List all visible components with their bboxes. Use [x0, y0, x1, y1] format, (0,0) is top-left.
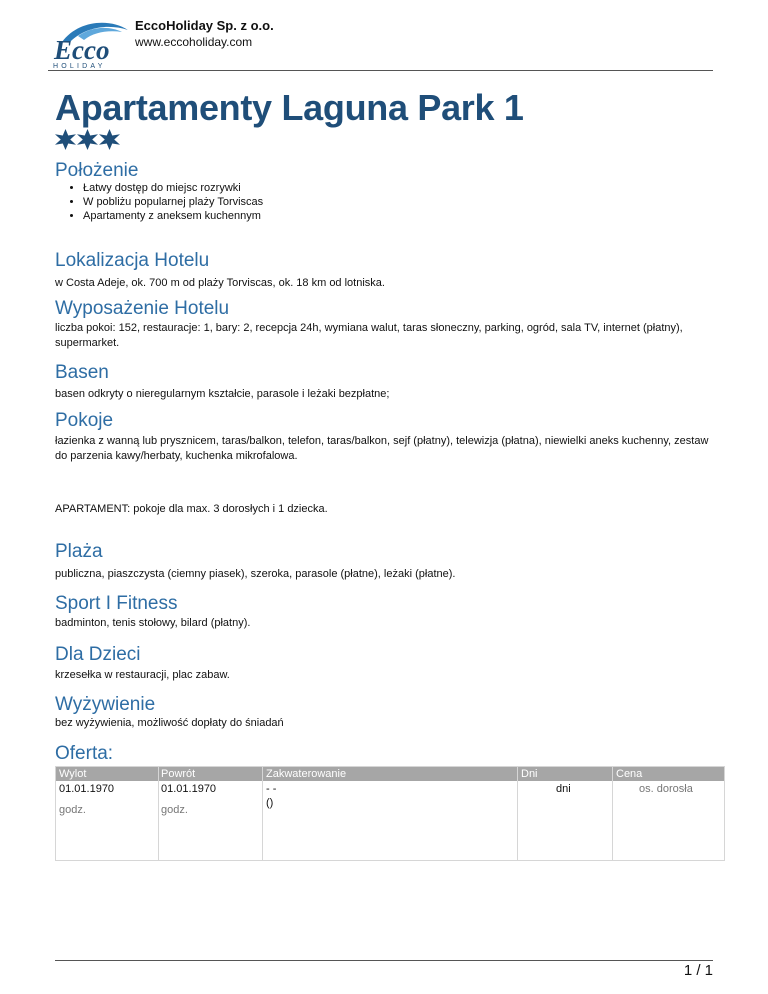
column-header-dni: Dni [521, 768, 538, 780]
list-item: • Apartamenty z aneksem kuchennym [83, 209, 263, 223]
offer-heading: Oferta: [55, 743, 114, 764]
section-heading-pokoje: Pokoje [55, 410, 114, 431]
wylot-date: 01.01.1970 [59, 783, 115, 795]
wylot-time: godz. [59, 804, 86, 816]
cena-value: os. dorosła [639, 783, 693, 795]
powrot-time: godz. [161, 804, 188, 816]
star-icon [55, 129, 76, 150]
section-heading-plaza: Plaża [55, 541, 103, 562]
star-icon [77, 129, 98, 150]
zakwaterowanie-value: - - [266, 783, 277, 795]
footer-divider [55, 960, 713, 961]
zakwaterowanie-sub: () [266, 797, 274, 809]
section-text-plaza: publiczna, piaszczysta (ciemny piasek), szeroka, parasole (płatne), leżaki (płatne). [55, 568, 456, 580]
section-text-wyzywienie: bez wyżywienia, możliwość dopłaty do śniadań [55, 717, 284, 729]
column-header-cena: Cena [616, 768, 643, 780]
section-text-wyposazenie: liczba pokoi: 152, restauracje: 1, bary: 2, recepcja 24h, wymiana walut, taras słoneczny, parking, ogród, sala TV, internet (płatny), supermarket. [55, 322, 683, 349]
column-divider [612, 767, 613, 861]
powrot-date: 01.01.1970 [161, 783, 217, 795]
company-info [135, 18, 274, 49]
star-icon [99, 129, 120, 150]
section-text-dzieci: krzesełka w restauracji, plac zabaw. [55, 669, 230, 681]
column-divider [517, 767, 518, 861]
offer-table [55, 766, 725, 861]
company-url: www.eccoholiday.com [135, 35, 253, 49]
svg-text:Ecco: Ecco [54, 35, 110, 65]
column-header-powrot: Powrót [161, 768, 196, 780]
section-heading-sport: Sport I Fitness [55, 593, 178, 614]
hotel-stars [55, 129, 120, 150]
section-heading-polozenie: Położenie [55, 160, 139, 181]
eccoholiday-logo [48, 14, 130, 70]
hotel-title: Apartamenty Laguna Park 1 [55, 87, 524, 128]
section-text-basen: basen odkryty o nieregularnym kształcie, parasole i leżaki bezpłatne; [55, 388, 390, 400]
page-header [48, 14, 713, 71]
section-text-lokalizacja: w Costa Adeje, ok. 700 m od plaży Torviscas, ok. 18 km od lotniska. [55, 277, 385, 289]
section-text-pokoje: łazienka z wanną lub prysznicem, taras/balkon, telefon, taras/balkon, sejf (płatny), telewizja (płatna), niewielki aneks kuchenny, zestaw do parzenia kawy/herbaty, kuchenka mikrofalowa. [55, 435, 709, 462]
polozenie-list [55, 181, 263, 223]
section-heading-lokalizacja: Lokalizacja Hotelu [55, 250, 210, 271]
column-divider [158, 767, 159, 861]
section-text-sport: badminton, tenis stołowy, bilard (płatny). [55, 617, 251, 629]
section-heading-wyzywienie: Wyżywienie [55, 694, 156, 715]
column-header-wylot: Wylot [59, 768, 87, 780]
page-number: 1 / 1 [683, 962, 713, 979]
column-header-zakwaterowanie: Zakwaterowanie [266, 768, 347, 780]
section-heading-dzieci: Dla Dzieci [55, 644, 141, 665]
list-item: • W pobliżu popularnej plaży Torviscas [83, 195, 263, 209]
dni-value: dni [556, 783, 571, 795]
section-heading-wyposazenie: Wyposażenie Hotelu [55, 298, 230, 319]
column-divider [262, 767, 263, 861]
svg-text:HOLIDAY: HOLIDAY [53, 63, 106, 70]
section-heading-basen: Basen [55, 362, 109, 383]
section-text-pokoje-apartament: APARTAMENT: pokoje dla max. 3 dorosłych i 1 dziecka. [55, 503, 328, 515]
list-item: • Łatwy dostęp do miejsc rozrywki [83, 181, 263, 195]
company-name: EccoHoliday Sp. z o.o. [135, 18, 274, 33]
